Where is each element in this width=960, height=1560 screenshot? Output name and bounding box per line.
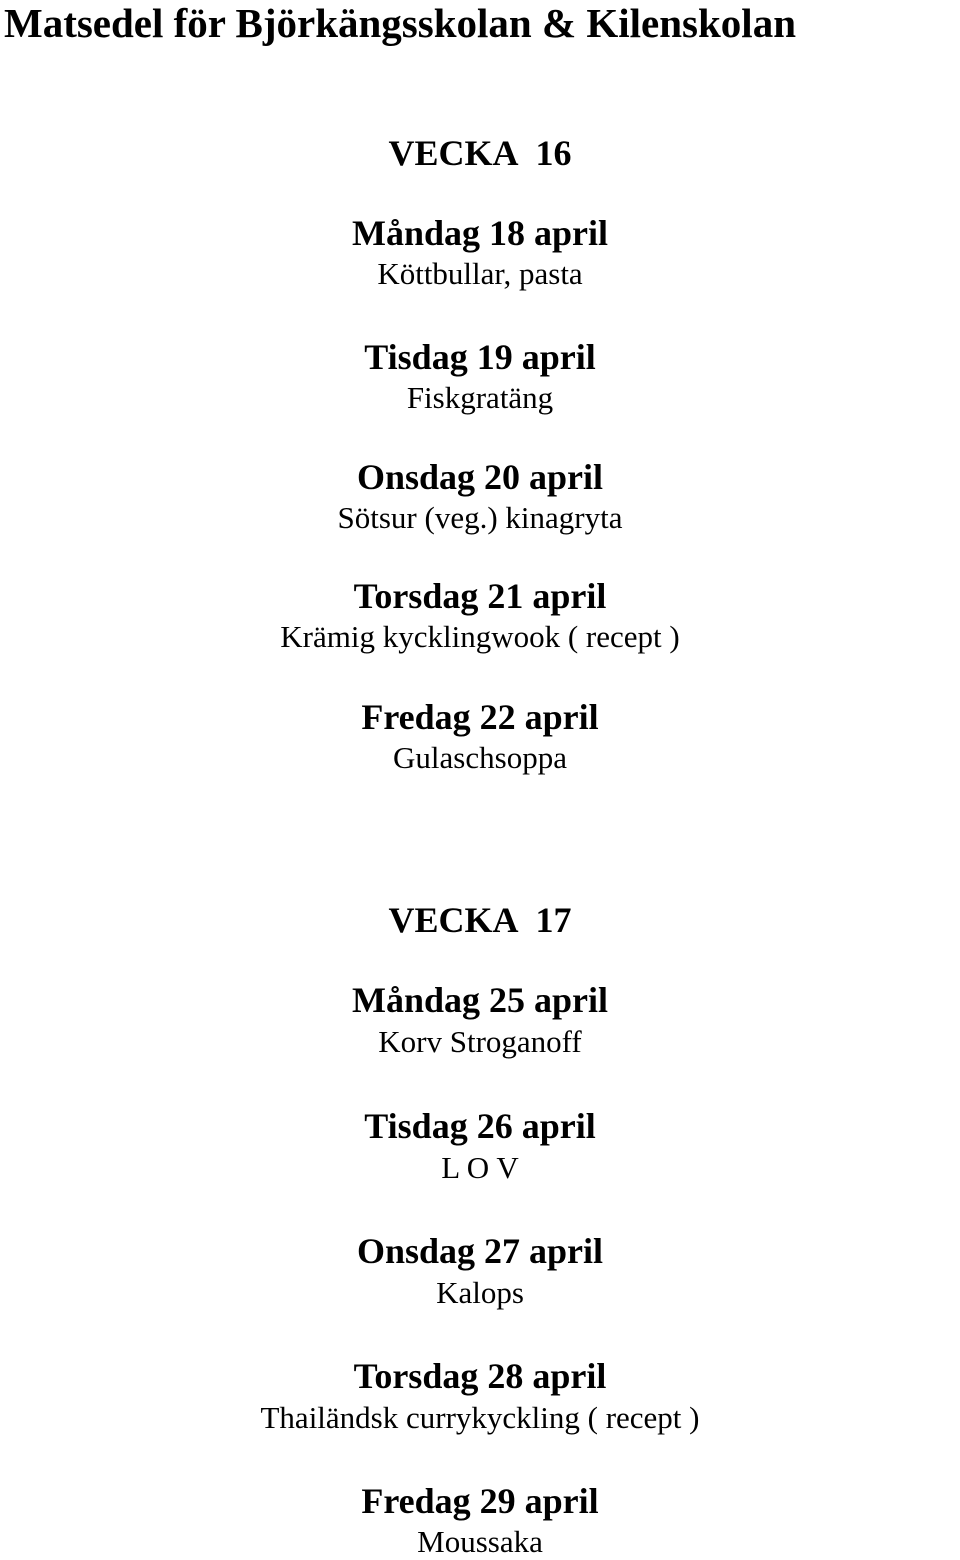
day-heading: Måndag 25 april bbox=[351, 980, 609, 1020]
dish-text: Kalops bbox=[436, 1275, 524, 1310]
dish-text: Köttbullar, pasta bbox=[377, 256, 583, 291]
week-17-heading: VECKA 17 bbox=[388, 900, 572, 940]
day-heading: Onsdag 27 april bbox=[356, 1231, 604, 1271]
day-heading: Torsdag 28 april bbox=[353, 1356, 607, 1396]
dish-text: Gulaschsoppa bbox=[393, 740, 567, 775]
day-heading: Torsdag 21 april bbox=[353, 576, 607, 616]
week-16-heading: VECKA 16 bbox=[388, 133, 572, 173]
page-title: Matsedel för Björkängsskolan & Kilenskolan bbox=[4, 0, 796, 46]
day-heading: Måndag 18 april bbox=[351, 213, 609, 253]
dish-text: Fiskgratäng bbox=[406, 380, 554, 415]
dish-text: Sötsur (veg.) kinagryta bbox=[337, 500, 623, 535]
day-heading: Tisdag 26 april bbox=[364, 1106, 596, 1146]
dish-text: Korv Stroganoff bbox=[378, 1024, 582, 1059]
day-heading: Tisdag 19 april bbox=[364, 337, 596, 377]
day-heading: Fredag 22 april bbox=[361, 697, 599, 737]
dish-text: Krämig kycklingwook ( recept ) bbox=[280, 619, 680, 654]
dish-text: Moussaka bbox=[417, 1524, 543, 1559]
dish-text: Thailändsk currykyckling ( recept ) bbox=[260, 1400, 700, 1435]
day-heading: Onsdag 20 april bbox=[356, 457, 604, 497]
dish-text: L O V bbox=[441, 1150, 519, 1185]
day-heading: Fredag 29 april bbox=[361, 1481, 599, 1521]
